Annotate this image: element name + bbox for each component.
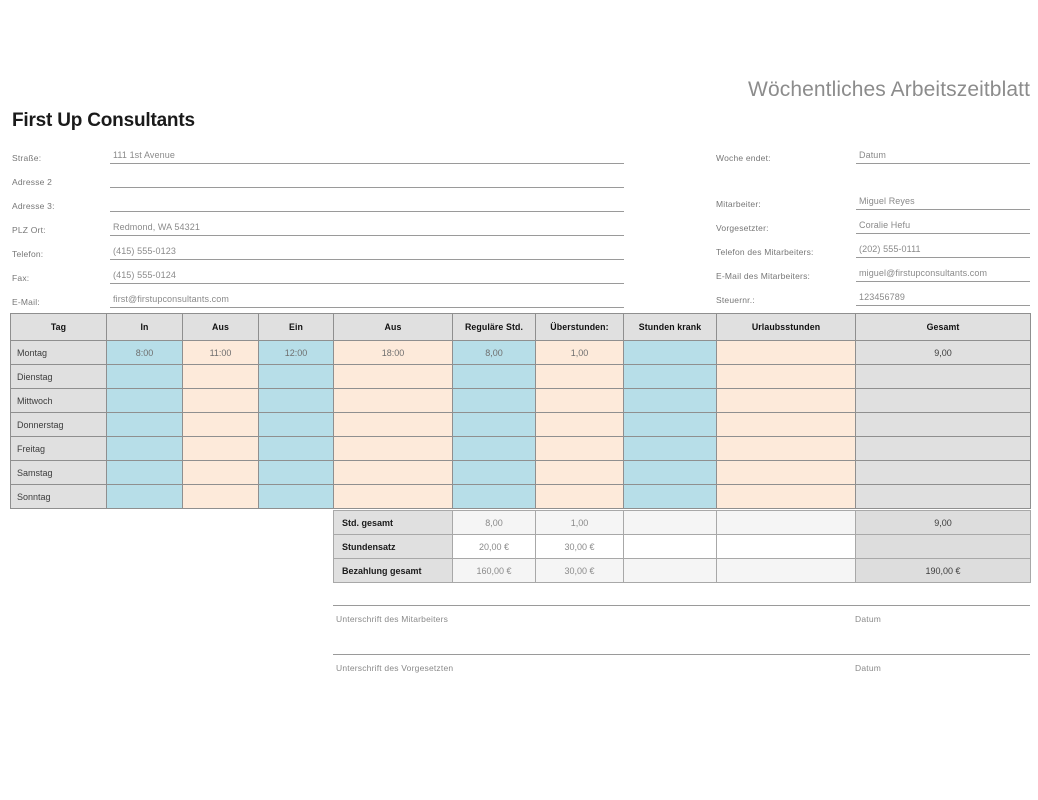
cell-ein-5[interactable] [259, 461, 334, 485]
field-row-vorgesetzter [716, 210, 1030, 234]
summary-row [334, 511, 1031, 535]
page-title: Wöchentliches Arbeitszeitblatt [748, 78, 1030, 101]
field-input-steuernr[interactable] [856, 283, 1030, 306]
field-label-strasse: Straße: [12, 153, 42, 163]
signature-label-employee: Unterschrift des Mitarbeiters [336, 614, 449, 624]
field-row-email [12, 284, 624, 308]
field-value-vorgesetzter: Coralie Hefu [859, 220, 911, 230]
table-row [11, 437, 1031, 461]
cell-ein-3[interactable] [259, 413, 334, 437]
cell-value: 12:00 [284, 347, 308, 358]
field-row-email-mitarbeiter [716, 258, 1030, 282]
day-label-text: Montag [17, 347, 48, 358]
cell-aus-1-4[interactable] [183, 437, 259, 461]
summary-cell-gesamt-2[interactable] [856, 559, 1031, 583]
summary-cell-urlaubsstunden-1[interactable] [717, 535, 856, 559]
column-header-ein: Ein [259, 314, 334, 341]
cell-ueberstunden-0[interactable] [536, 341, 624, 365]
field-input-woche-endet[interactable] [856, 141, 1030, 164]
cell-gesamt-0[interactable] [856, 341, 1031, 365]
field-label-plz-ort: PLZ Ort: [12, 225, 46, 235]
table-row [11, 341, 1031, 365]
field-label-adresse-3: Adresse 3: [12, 201, 55, 211]
field-input-mitarbeiter[interactable] [856, 187, 1030, 210]
cell-value: 11:00 [209, 347, 232, 358]
cell-regulaere-std-3[interactable] [453, 413, 536, 437]
field-input-vorgesetzter[interactable] [856, 211, 1030, 234]
summary-cell-stunden-krank-1[interactable] [624, 535, 717, 559]
day-label-text: Donnerstag [17, 419, 64, 430]
day-label-0 [11, 341, 107, 365]
column-header-ueberstunden: Überstunden: [536, 314, 624, 341]
field-value-fax: (415) 555-0124 [113, 270, 176, 280]
summary-cell-value: 8,00 [485, 517, 503, 528]
field-input-adresse-2[interactable] [110, 165, 624, 188]
cell-gesamt-2[interactable] [856, 389, 1031, 413]
column-header-aus-2: Aus [334, 314, 453, 341]
field-input-plz-ort[interactable] [110, 213, 624, 236]
field-input-email[interactable] [110, 285, 624, 308]
summary-label-text: Stundensatz [342, 541, 396, 552]
signature-date-label-employee: Datum [855, 614, 882, 624]
cell-aus-2-0[interactable] [334, 341, 453, 365]
summary-cell-value: 20,00 € [478, 541, 510, 552]
field-label-steuernr: Steuernr.: [716, 295, 755, 305]
cell-in-1-5[interactable] [107, 461, 183, 485]
cell-aus-1-0[interactable] [183, 341, 259, 365]
field-value-email: first@firstupconsultants.com [113, 294, 229, 304]
cell-stunden-krank-2[interactable] [624, 389, 717, 413]
field-row-steuernr [716, 282, 1030, 306]
cell-value: 18:00 [381, 347, 405, 358]
summary-cell-value: 190,00 € [925, 565, 961, 576]
cell-gesamt-6[interactable] [856, 485, 1031, 509]
cell-aus-2-1[interactable] [334, 365, 453, 389]
field-value-plz-ort: Redmond, WA 54321 [113, 222, 200, 232]
field-input-telefon-mitarbeiter[interactable] [856, 235, 1030, 258]
field-value-woche-endet: Datum [859, 150, 887, 160]
cell-gesamt-3[interactable] [856, 413, 1031, 437]
cell-ein-0[interactable] [259, 341, 334, 365]
cell-gesamt-1[interactable] [856, 365, 1031, 389]
table-row [11, 365, 1031, 389]
signature-date-label-supervisor: Datum [855, 663, 882, 673]
summary-label-2 [334, 559, 453, 583]
cell-in-1-3[interactable] [107, 413, 183, 437]
cell-urlaubsstunden-2[interactable] [717, 389, 856, 413]
field-label-woche-endet: Woche endet: [716, 153, 771, 163]
field-row-adresse-3 [12, 188, 624, 212]
field-label-email: E-Mail: [12, 297, 40, 307]
summary-cell-urlaubsstunden-2[interactable] [717, 559, 856, 583]
cell-in-1-2[interactable] [107, 389, 183, 413]
cell-gesamt-5[interactable] [856, 461, 1031, 485]
field-label-telefon-mitarbeiter: Telefon des Mitarbeiters: [716, 247, 814, 257]
day-label-text: Samstag [17, 467, 53, 478]
summary-table [333, 510, 1031, 583]
day-label-6 [11, 485, 107, 509]
table-row [11, 485, 1031, 509]
cell-ein-2[interactable] [259, 389, 334, 413]
cell-in-1-6[interactable] [107, 485, 183, 509]
cell-ueberstunden-1[interactable] [536, 365, 624, 389]
day-label-2 [11, 389, 107, 413]
cell-in-1-1[interactable] [107, 365, 183, 389]
field-input-telefon[interactable] [110, 237, 624, 260]
summary-cell-value: 30,00 € [564, 565, 595, 576]
cell-urlaubsstunden-1[interactable] [717, 365, 856, 389]
cell-ueberstunden-3[interactable] [536, 413, 624, 437]
cell-value: 1,00 [570, 347, 589, 358]
cell-regulaere-std-2[interactable] [453, 389, 536, 413]
cell-aus-1-3[interactable] [183, 413, 259, 437]
table-row [11, 413, 1031, 437]
field-row-telefon-mitarbeiter [716, 234, 1030, 258]
summary-row [334, 535, 1031, 559]
summary-row [334, 559, 1031, 583]
summary-cell-ueberstunden-0[interactable] [536, 511, 624, 535]
cell-stunden-krank-3[interactable] [624, 413, 717, 437]
signature-block-supervisor [333, 654, 1030, 685]
summary-cell-ueberstunden-2[interactable] [536, 559, 624, 583]
cell-urlaubsstunden-3[interactable] [717, 413, 856, 437]
field-value-telefon-mitarbeiter: (202) 555-0111 [859, 244, 921, 254]
cell-value: 8,00 [485, 347, 503, 358]
timesheet-table [10, 313, 1031, 509]
cell-regulaere-std-5[interactable] [453, 461, 536, 485]
cell-regulaere-std-6[interactable] [453, 485, 536, 509]
cell-aus-1-5[interactable] [183, 461, 259, 485]
day-label-3 [11, 413, 107, 437]
summary-cell-value: 9,00 [934, 517, 952, 528]
cell-urlaubsstunden-6[interactable] [717, 485, 856, 509]
field-label-mitarbeiter: Mitarbeiter: [716, 199, 761, 209]
cell-stunden-krank-6[interactable] [624, 485, 717, 509]
signature-line-employee[interactable] [333, 605, 1030, 636]
cell-ein-1[interactable] [259, 365, 334, 389]
field-value-mitarbeiter: Miguel Reyes [859, 196, 915, 206]
field-row-mitarbeiter [716, 186, 1030, 210]
cell-aus-1-6[interactable] [183, 485, 259, 509]
day-label-text: Freitag [17, 443, 46, 454]
field-input-strasse[interactable] [110, 141, 624, 164]
cell-stunden-krank-5[interactable] [624, 461, 717, 485]
field-label-email-mitarbeiter: E-Mail des Mitarbeiters: [716, 271, 811, 281]
cell-aus-2-6[interactable] [334, 485, 453, 509]
field-row-fax [12, 260, 624, 284]
field-row-telefon [12, 236, 624, 260]
summary-cell-ueberstunden-1[interactable] [536, 535, 624, 559]
field-spacer [716, 164, 1030, 186]
field-label-fax: Fax: [12, 273, 30, 283]
cell-value: 8:00 [135, 347, 154, 358]
day-label-4 [11, 437, 107, 461]
cell-ueberstunden-6[interactable] [536, 485, 624, 509]
summary-cell-value: 1,00 [570, 517, 589, 528]
cell-regulaere-std-1[interactable] [453, 365, 536, 389]
field-row-adresse-2 [12, 164, 624, 188]
summary-label-1 [334, 535, 453, 559]
column-header-aus-1: Aus [183, 314, 259, 341]
field-input-email-mitarbeiter[interactable] [856, 259, 1030, 282]
timesheet-header-row [11, 314, 1031, 341]
cell-stunden-krank-1[interactable] [624, 365, 717, 389]
field-label-vorgesetzter: Vorgesetzter: [716, 223, 769, 233]
employee-info-fields [716, 140, 1030, 306]
cell-regulaere-std-0[interactable] [453, 341, 536, 365]
summary-cell-urlaubsstunden-0[interactable] [717, 511, 856, 535]
summary-label-0 [334, 511, 453, 535]
cell-ein-6[interactable] [259, 485, 334, 509]
cell-urlaubsstunden-5[interactable] [717, 461, 856, 485]
cell-aus-2-2[interactable] [334, 389, 453, 413]
field-row-plz-ort [12, 212, 624, 236]
cell-ueberstunden-5[interactable] [536, 461, 624, 485]
field-input-adresse-3[interactable] [110, 189, 624, 212]
field-label-telefon: Telefon: [12, 249, 44, 259]
cell-aus-2-5[interactable] [334, 461, 453, 485]
field-input-fax[interactable] [110, 261, 624, 284]
column-header-stunden-krank: Stunden krank [624, 314, 717, 341]
company-info-fields [12, 140, 624, 308]
summary-cell-regulaere-std-1[interactable] [453, 535, 536, 559]
cell-ueberstunden-4[interactable] [536, 437, 624, 461]
field-value-steuernr: 123456789 [859, 292, 905, 302]
table-row [11, 461, 1031, 485]
summary-label-text: Std. gesamt [342, 517, 394, 528]
summary-cell-stunden-krank-0[interactable] [624, 511, 717, 535]
cell-urlaubsstunden-0[interactable] [717, 341, 856, 365]
table-row [11, 389, 1031, 413]
cell-aus-1-1[interactable] [183, 365, 259, 389]
cell-stunden-krank-0[interactable] [624, 341, 717, 365]
field-row-strasse [12, 140, 624, 164]
signature-line-supervisor[interactable] [333, 654, 1030, 685]
cell-gesamt-4[interactable] [856, 437, 1031, 461]
field-value-email-mitarbeiter: miguel@firstupconsultants.com [859, 268, 988, 278]
field-value-strasse: 111 1st Avenue [113, 150, 175, 160]
summary-label-text: Bezahlung gesamt [342, 565, 422, 576]
day-label-5 [11, 461, 107, 485]
cell-in-1-4[interactable] [107, 437, 183, 461]
summary-cell-value: 160,00 € [476, 565, 512, 576]
field-value-telefon: (415) 555-0123 [113, 246, 176, 256]
summary-cell-stunden-krank-2[interactable] [624, 559, 717, 583]
cell-ein-4[interactable] [259, 437, 334, 461]
cell-ueberstunden-2[interactable] [536, 389, 624, 413]
day-label-1 [11, 365, 107, 389]
summary-cell-value: 30,00 € [564, 541, 595, 552]
cell-stunden-krank-4[interactable] [624, 437, 717, 461]
day-label-text: Mittwoch [17, 395, 53, 406]
cell-in-1-0[interactable] [107, 341, 183, 365]
day-label-text: Dienstag [17, 371, 53, 382]
summary-cell-regulaere-std-0[interactable] [453, 511, 536, 535]
column-header-in-1: In [107, 314, 183, 341]
cell-regulaere-std-4[interactable] [453, 437, 536, 461]
column-header-urlaubsstunden: Urlaubsstunden [717, 314, 856, 341]
cell-aus-2-4[interactable] [334, 437, 453, 461]
column-header-gesamt: Gesamt [856, 314, 1031, 341]
signature-block-employee [333, 605, 1030, 636]
field-row-woche-endet [716, 140, 1030, 164]
day-label-text: Sonntag [17, 491, 51, 502]
cell-aus-2-3[interactable] [334, 413, 453, 437]
company-name: First Up Consultants [12, 110, 195, 131]
summary-cell-regulaere-std-2[interactable] [453, 559, 536, 583]
signature-label-supervisor: Unterschrift des Vorgesetzten [336, 663, 454, 673]
column-header-regulaere-std: Reguläre Std. [453, 314, 536, 341]
summary-cell-gesamt-0[interactable] [856, 511, 1031, 535]
column-header-tag: Tag [11, 314, 107, 341]
cell-aus-1-2[interactable] [183, 389, 259, 413]
summary-cell-gesamt-1[interactable] [856, 535, 1031, 559]
cell-urlaubsstunden-4[interactable] [717, 437, 856, 461]
field-label-adresse-2: Adresse 2 [12, 177, 53, 187]
cell-value: 9,00 [934, 347, 952, 358]
